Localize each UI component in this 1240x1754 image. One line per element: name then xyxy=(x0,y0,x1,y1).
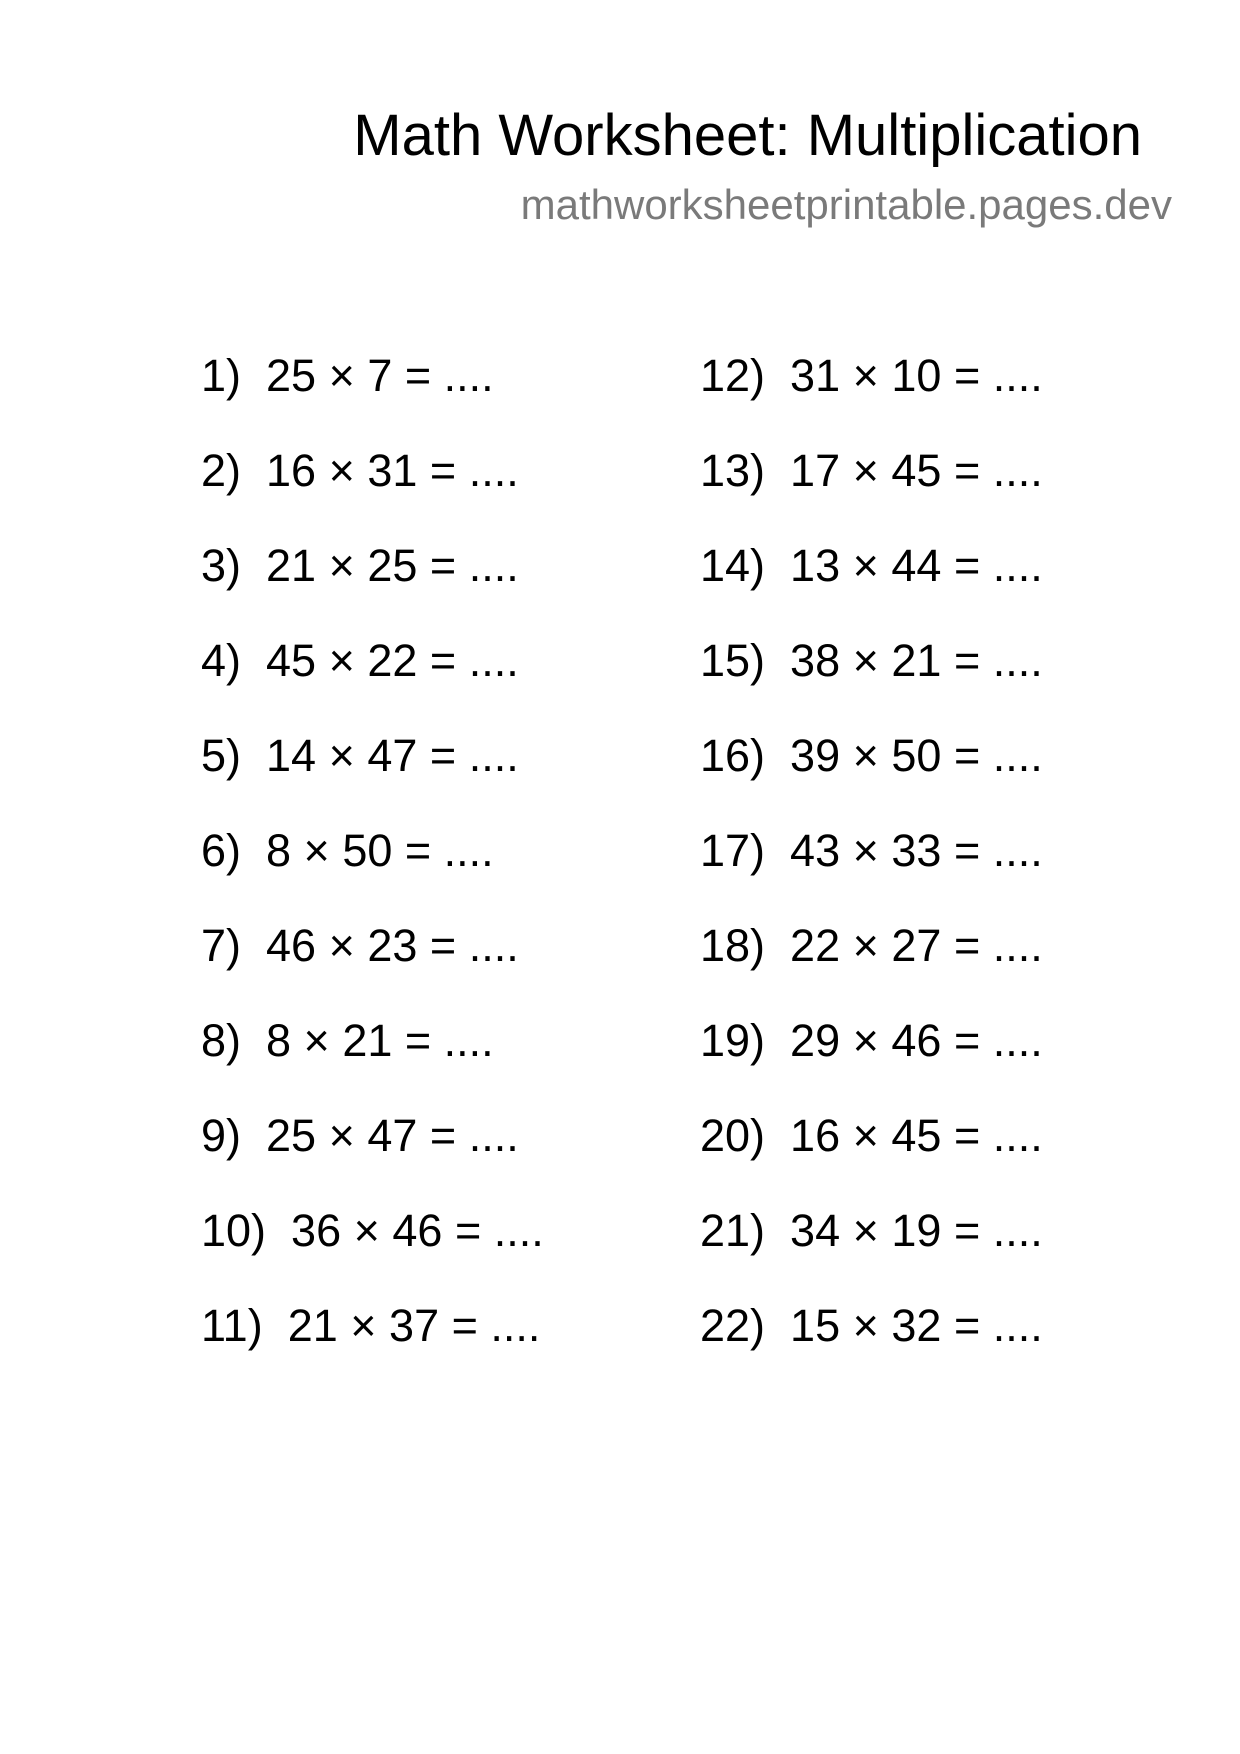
worksheet-title: Math Worksheet: Multiplication xyxy=(353,103,1142,168)
worksheet-source-url: mathworksheetprintable.pages.dev xyxy=(520,181,1172,228)
problem-21: 21) 34 × 19 = .... xyxy=(700,1205,1043,1256)
problem-19: 19) 29 × 46 = .... xyxy=(700,1015,1043,1066)
problem-3: 3) 21 × 25 = .... xyxy=(201,540,519,591)
problem-2: 2) 16 × 31 = .... xyxy=(201,445,519,496)
problem-18: 18) 22 × 27 = .... xyxy=(700,920,1043,971)
problem-14: 14) 13 × 44 = .... xyxy=(700,540,1043,591)
problem-10: 10) 36 × 46 = .... xyxy=(201,1205,544,1256)
problem-12: 12) 31 × 10 = .... xyxy=(700,350,1043,401)
problem-11: 11) 21 × 37 = .... xyxy=(201,1300,541,1351)
problem-column-right xyxy=(700,348,1043,1393)
problem-5: 5) 14 × 47 = .... xyxy=(201,730,519,781)
problem-17: 17) 43 × 33 = .... xyxy=(700,825,1043,876)
problem-1: 1) 25 × 7 = .... xyxy=(201,350,494,401)
problem-20: 20) 16 × 45 = .... xyxy=(700,1110,1043,1161)
problem-22: 22) 15 × 32 = .... xyxy=(700,1300,1043,1351)
problem-9: 9) 25 × 47 = .... xyxy=(201,1110,519,1161)
problem-column-left xyxy=(201,348,544,1393)
problem-15: 15) 38 × 21 = .... xyxy=(700,635,1043,686)
problem-6: 6) 8 × 50 = .... xyxy=(201,825,494,876)
problem-16: 16) 39 × 50 = .... xyxy=(700,730,1043,781)
problem-8: 8) 8 × 21 = .... xyxy=(201,1015,494,1066)
problem-7: 7) 46 × 23 = .... xyxy=(201,920,519,971)
problem-4: 4) 45 × 22 = .... xyxy=(201,635,519,686)
problem-13: 13) 17 × 45 = .... xyxy=(700,445,1043,496)
